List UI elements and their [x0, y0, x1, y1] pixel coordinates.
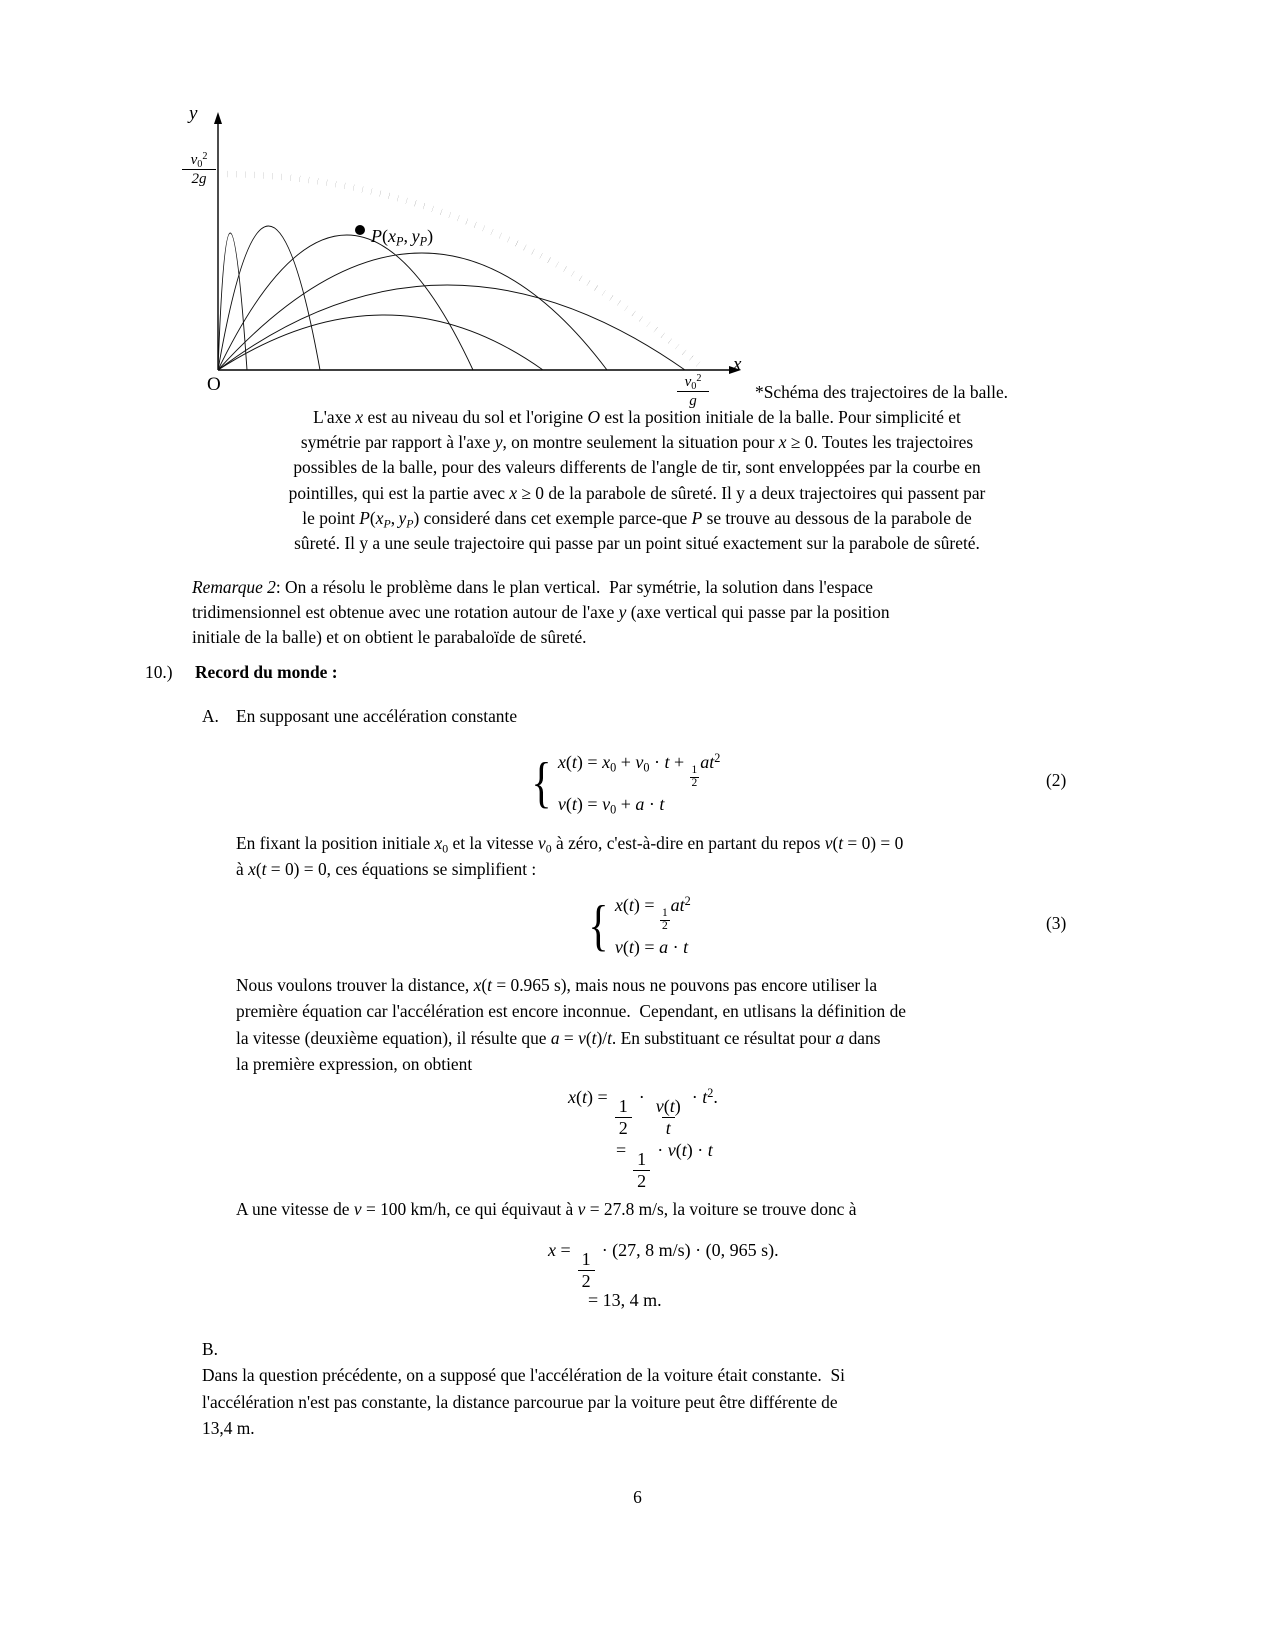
safety-parabola-envelope: [218, 174, 705, 370]
equation-2-line-2: $v(t) = v_0 + a \cdot t$: [557, 794, 665, 817]
part-a-label: A.: [202, 706, 219, 726]
part-b-line-3: 13,4 m.: [202, 1418, 255, 1439]
part-a-paragraph-2: [236, 972, 1086, 1078]
remarque-line-1: Remarque 2: On a résolu le problème dans le plan vertical. Par symétrie, la solution dans l'espace: [192, 577, 874, 597]
part-b-label: B.: [202, 1339, 218, 1359]
remarque-line-3: initiale de la balle) et on obtient le parabaloïde de sûreté.: [192, 627, 587, 648]
trajectory-70deg: [218, 235, 473, 370]
point-p-marker: [355, 225, 365, 235]
item-10-heading: [145, 662, 1085, 683]
trajectory-30deg: [218, 315, 543, 370]
equation-2-number: (2): [1046, 770, 1067, 790]
equation-3-line-1: x(t) = $\frac{1}{2}$ $at^2$: [614, 894, 691, 932]
part-a-paragraph-1-line-2: à x(t = 0) = 0, ces équations se simplifient :: [236, 859, 537, 880]
figure-svg: [185, 108, 755, 398]
figure-explanation-line-2: symétrie par rapport à l'axe y, on montre seulement la situation pour x ≥ 0. Toutes les trajectoires: [300, 432, 974, 453]
origin-label: O: [207, 374, 221, 395]
derivation-line-1: x(t) = $\frac{1}{2}$ · $\frac{v(t)}{t}$ · $t^2$.: [568, 1086, 718, 1138]
trajectory-80deg: [218, 226, 320, 370]
part-b-item: [202, 1336, 1082, 1442]
equation-2-system: [528, 752, 720, 815]
trajectory-curves: [218, 226, 685, 370]
part-a-text: En supposant une accélération constante: [236, 706, 518, 726]
trajectory-85deg: [218, 233, 247, 370]
page-number: 6: [633, 1487, 642, 1507]
y-tick-label: [182, 152, 216, 188]
figure-explanation-line-3: possibles de la balle, pour des valeurs differents de l'angle de tir, sont enveloppées par la courbe en: [293, 457, 981, 478]
result-line-1: x = $\frac{1}{2}$ · (27, 8 m/s) · (0, 965 s).: [548, 1240, 779, 1291]
part-a-paragraph-3: [236, 1196, 1086, 1222]
y-axis-arrow: [214, 112, 222, 124]
derivation-line-2: = $\frac{1}{2}$ · v(t) · t: [616, 1140, 713, 1191]
left-brace-icon: {: [588, 894, 609, 957]
item-10-number: 10.): [145, 662, 173, 682]
remarque-line-2: tridimensionnel est obtenue avec une rotation autour de l'axe y (axe vertical qui passe par la position: [192, 602, 890, 623]
equation-3-system: [585, 895, 691, 958]
part-a-paragraph-2-line-2: première équation car l'accélération est encore inconnue. Cependant, en utlisans la définition de: [236, 1001, 906, 1022]
trajectory-figure: [185, 103, 755, 409]
part-a-paragraph-2-line-3: la vitesse (deuxième equation), il résulte que a = v(t)/t. En substituant ce résultat pour a dans: [236, 1027, 881, 1048]
result-line-2: = 13, 4 m.: [588, 1290, 662, 1310]
x-axis-label: x: [733, 354, 742, 375]
figure-explanation-paragraph: [192, 405, 1082, 556]
left-brace-icon: {: [531, 751, 552, 814]
y-tick-denominator: 2g: [182, 169, 216, 188]
figure-explanation-line-4: pointilles, qui est la partie avec x ≥ 0 de la parabole de sûreté. Il y a deux trajectoires qui passent par: [288, 482, 986, 503]
figure-explanation-line-6: sûreté. Il y a une seule trajectoire qui passe par un point situé exactement sur la parabole de sûreté.: [294, 533, 980, 554]
point-p-label: $P(x_P$, $y_P$): [371, 226, 434, 249]
figure-explanation-line-1: L'axe x est au niveau du sol et l'origine O est la position initiale de la balle. Pour simplicité et: [313, 407, 961, 427]
remarque-paragraph: [192, 575, 1082, 651]
part-a-paragraph-2-line-1: Nous voulons trouver la distance, x(t = 0.965 s), mais nous ne pouvons pas encore utiliser la: [236, 975, 878, 995]
figure-caption: *Schéma des trajectoires de la balle.: [755, 382, 1009, 402]
equation-3-line-2: v(t) = a · t: [614, 937, 689, 958]
figure-explanation-line-5: le point $P(x_P$, $y_P$) consideré dans cet exemple parce-que P se trouve au dessous de la parabole de: [302, 507, 972, 531]
part-a-paragraph-1-line-1: En fixant la position initiale $x_0$ et la vitesse $v_0$ à zéro, c'est-à-dire en partant du repos v(t = 0) = 0: [236, 833, 904, 856]
equation-2-line-1: $x(t) = x_0 + v_0 \cdot t$ + $\frac{1}{2}$ $at^2$: [557, 751, 721, 789]
part-a-paragraph-2-line-4: la première expression, on obtient: [236, 1054, 473, 1075]
y-axis-label: y: [189, 103, 198, 124]
item-10-title: Record du monde :: [195, 662, 338, 682]
trajectory-55deg: [218, 253, 607, 370]
y-tick-numerator: $v_0^2$: [190, 151, 208, 170]
equation-3-number: (3): [1046, 913, 1067, 933]
part-b-line-1: Dans la question précédente, on a supposé que l'accélération de la voiture était constante. Si: [202, 1365, 845, 1386]
part-b-line-2: l'accélération n'est pas constante, la distance parcourue par la voiture peut être différente de: [202, 1391, 838, 1412]
part-a-heading: [202, 706, 517, 727]
part-a-paragraph-3-line-1: A une vitesse de v = 100 km/h, ce qui équivaut à v = 27.8 m/s, la voiture se trouve donc à: [236, 1199, 857, 1219]
x-tick-numerator: $v_0^2$: [684, 373, 702, 392]
part-b-text: [202, 1362, 1082, 1441]
part-a-paragraph-1: [236, 830, 1086, 883]
x-tick-denominator: g: [677, 391, 709, 410]
